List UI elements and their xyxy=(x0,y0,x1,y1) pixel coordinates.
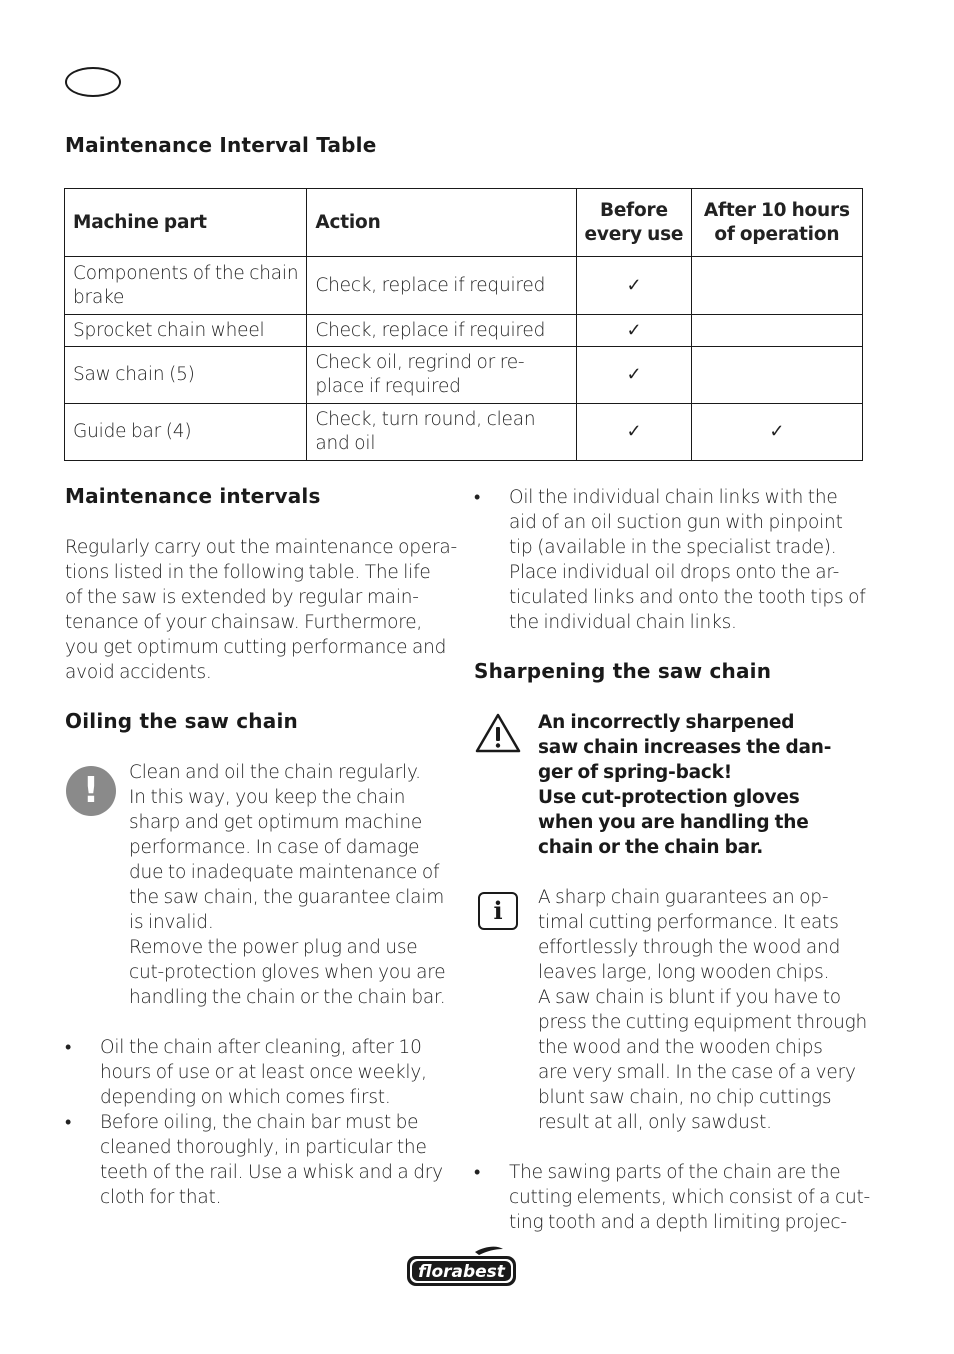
text-line: the saw chain, the guarantee claim xyxy=(129,887,445,908)
text-line: In this way, you keep the chain xyxy=(129,787,406,808)
text-line: effortlessly through the wood and xyxy=(538,937,841,958)
cell-after xyxy=(691,347,862,404)
text-line: • Oil the individual chain links with the xyxy=(509,487,838,508)
cell-action xyxy=(307,257,577,315)
table-row xyxy=(65,257,863,315)
text-line: sharp and get optimum machine xyxy=(129,812,423,833)
text-line: cleaned thoroughly, in particular the xyxy=(100,1137,427,1158)
check-icon: ✓ xyxy=(577,257,692,315)
text-line: you get optimum cutting performance and xyxy=(65,637,447,658)
logo-text: florabest xyxy=(418,1262,505,1282)
text-line: saw chain increases the dan- xyxy=(538,737,832,758)
text-line: handling the chain or the chain bar. xyxy=(129,987,446,1008)
cell-after xyxy=(691,257,862,315)
cell-after xyxy=(691,315,862,347)
table-header-row xyxy=(65,189,863,257)
cell-line: Check, replace if required xyxy=(315,319,546,341)
text-line: press the cutting equipment through xyxy=(538,1012,868,1033)
text-line: teeth of the rail. Use a whisk and a dry xyxy=(100,1162,443,1183)
sharpening-heading: Sharpening the saw chain xyxy=(474,659,772,683)
text-line: • Before oiling, the chain bar must be xyxy=(100,1112,419,1133)
text-line: depending on which comes first. xyxy=(100,1087,391,1108)
header-action: Action xyxy=(307,189,577,257)
text-line: hours of use or at least once weekly, xyxy=(100,1062,427,1083)
maintenance-intervals-text xyxy=(65,535,455,685)
table-row xyxy=(65,347,863,404)
text-line: ticulated links and onto the tooth tips of xyxy=(509,587,866,608)
language-marker xyxy=(65,67,121,97)
text-line: aid of an oil suction gun with pinpoint xyxy=(509,512,843,533)
text-line: timal cutting performance. It eats xyxy=(538,912,839,933)
oiling-bullet-list xyxy=(65,1035,455,1210)
text-line: are very small. In the case of a very xyxy=(538,1062,856,1083)
oil-links-bullet xyxy=(474,485,874,635)
text-line: leaves large, long wooden chips. xyxy=(538,962,830,983)
text-line: Clean and oil the chain regularly. xyxy=(129,762,421,783)
header-machine-part: Machine part xyxy=(65,189,307,257)
text-line: tip (available in the specialist trade). xyxy=(509,537,837,558)
text-line: An incorrectly sharpened xyxy=(538,712,795,733)
text-line: due to inadequate maintenance of xyxy=(129,862,440,883)
table-row xyxy=(65,404,863,461)
florabest-logo xyxy=(405,1246,518,1288)
text-line: Use cut-protection gloves xyxy=(538,787,800,808)
text-line: A sharp chain guarantees an op- xyxy=(538,887,829,908)
check-icon: ✓ xyxy=(577,404,692,461)
list-item xyxy=(474,1160,874,1235)
text-line: ting tooth and a depth limiting projec- xyxy=(509,1212,847,1233)
cell-line: Check, turn round, clean xyxy=(315,409,536,430)
text-line: blunt saw chain, no chip cuttings xyxy=(538,1087,832,1108)
text-line: is invalid. xyxy=(129,912,214,933)
text-line: ger of spring-back! xyxy=(538,762,732,783)
text-line: when you are handling the xyxy=(538,812,809,833)
text-line: chain or the chain bar. xyxy=(538,837,764,858)
text-line: performance. In case of damage xyxy=(129,837,420,858)
warning-triangle-icon xyxy=(474,712,522,754)
cell-part xyxy=(65,257,307,315)
maintenance-table xyxy=(64,188,863,461)
text-line: cut-protection gloves when you are xyxy=(129,962,446,983)
text-line: the wood and the wooden chips xyxy=(538,1037,823,1058)
text-line: • The sawing parts of the chain are the xyxy=(509,1162,841,1183)
cell-action xyxy=(307,404,577,461)
cell-line: Components of the chain xyxy=(73,262,299,284)
table-row xyxy=(65,315,863,347)
text-line: A saw chain is blunt if you have to xyxy=(538,987,841,1008)
cell-part xyxy=(65,315,307,347)
cell-line: brake xyxy=(73,286,125,308)
exclamation-icon: ! xyxy=(66,766,116,816)
text-line: cutting elements, which consist of a cut- xyxy=(509,1187,871,1208)
cell-part xyxy=(65,404,307,461)
list-item xyxy=(65,1035,455,1110)
cell-action xyxy=(307,347,577,404)
cell-line: and oil xyxy=(315,433,376,454)
text-line: • Oil the chain after cleaning, after 10 xyxy=(100,1037,422,1058)
oiling-warning-text xyxy=(129,760,459,1010)
cell-line: Guide bar (4) xyxy=(73,421,192,442)
list-item xyxy=(474,485,874,635)
oiling-heading: Oiling the saw chain xyxy=(65,709,298,733)
header-after-10-hours: After 10 hours of operation xyxy=(691,189,862,257)
cell-line: Saw chain (5) xyxy=(73,364,195,385)
cell-line: Check, replace if required xyxy=(315,274,546,296)
text-line: Place individual oil drops onto the ar- xyxy=(509,562,840,583)
check-icon: ✓ xyxy=(691,404,862,461)
list-item xyxy=(65,1110,455,1210)
check-icon: ✓ xyxy=(577,347,692,404)
info-text xyxy=(538,885,868,1135)
cell-line: Check oil, regrind or re- xyxy=(315,352,525,373)
info-icon: i xyxy=(478,892,518,930)
cell-part xyxy=(65,347,307,404)
text-line: Remove the power plug and use xyxy=(129,937,418,958)
danger-text xyxy=(538,710,868,860)
maintenance-intervals-heading: Maintenance intervals xyxy=(65,484,321,508)
text-line: cloth for that. xyxy=(100,1187,222,1208)
text-line: avoid accidents. xyxy=(65,662,212,683)
section-title: Maintenance Interval Table xyxy=(65,133,377,157)
check-icon: ✓ xyxy=(577,315,692,347)
cell-line: Sprocket chain wheel xyxy=(73,319,265,341)
text-line: of the saw is extended by regular main- xyxy=(65,587,419,608)
cell-action xyxy=(307,315,577,347)
text-line: result at all, only sawdust. xyxy=(538,1112,772,1133)
sawing-parts-bullet xyxy=(474,1160,874,1235)
header-before-every-use: Before every use xyxy=(577,189,692,257)
text-line: tions listed in the following table. The life xyxy=(65,562,431,583)
text-line: the individual chain links. xyxy=(509,612,737,633)
text-line: tenance of your chainsaw. Furthermore, xyxy=(65,612,423,633)
text-line: Regularly carry out the maintenance opera- xyxy=(65,537,457,558)
cell-line: place if required xyxy=(315,376,461,397)
